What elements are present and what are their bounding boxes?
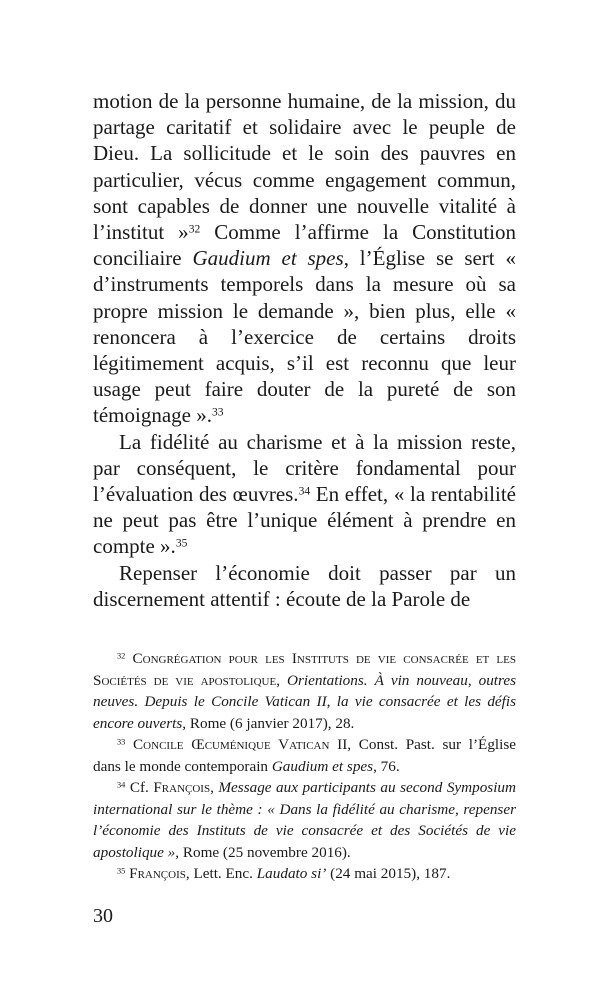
author-name: Congrégation pour les Instituts de vie consacrée et les Sociétés de vie apostolique bbox=[93, 650, 516, 689]
footnote-number: 32 bbox=[117, 651, 126, 661]
footnote-text: (24 mai 2015), 187. bbox=[326, 865, 451, 882]
author-name: Concile Œcuménique Vatican bbox=[133, 736, 330, 753]
italic-title: Gaudium et spes bbox=[192, 246, 344, 271]
main-text bbox=[93, 88, 516, 612]
footnote-text: , Rome (6 janvier 2017), 28. bbox=[182, 714, 355, 732]
footnote-number: 34 bbox=[117, 780, 126, 790]
author-name: François bbox=[153, 779, 211, 796]
footnote-text: , 76. bbox=[373, 757, 400, 775]
footnote-ref-34[interactable]: 34 bbox=[298, 485, 311, 498]
footnote-33 bbox=[93, 734, 516, 777]
paragraph-text: , l’Église se sert « d’instruments temporels dans la mesure où sa propre mission le demande », bien plus, elle « renoncera à l’exercice de certains droits légitimement acquis, s’il est reconnu que leur usage peut faire douter de la pureté de son témoignage ». bbox=[93, 246, 516, 428]
page-number: 30 bbox=[93, 905, 113, 927]
italic-title: Message aux participants au second Symposium international sur le thème : « Dans la fidélité au charisme, repenser l’économie des Instituts de vie consacrée et des Sociétés de vie apostolique » bbox=[93, 779, 516, 861]
footnote-ref-33[interactable]: 33 bbox=[211, 407, 224, 420]
paragraph-text: motion de la personne humaine, de la mission, du partage caritatif et solidaire avec le peuple de Dieu. La sollicitude et le soin des pauvres en particulier, vécus comme engagement commun, sont capables de donner une nouvelle vitalité à l’institut » bbox=[93, 89, 516, 245]
paragraph-1 bbox=[93, 88, 516, 429]
paragraph-text: La fidélité au charisme et à la mission reste, par conséquent, le critère fondamental pour l’évaluation des œuvres. bbox=[93, 429, 516, 507]
footnote-ref-32[interactable]: 32 bbox=[188, 223, 201, 236]
author-name: François bbox=[129, 865, 186, 882]
footnote-32 bbox=[93, 648, 516, 734]
footnote-35 bbox=[93, 863, 516, 885]
footnote-text: , Lett. Enc. bbox=[185, 865, 257, 882]
footnote-text: Cf. bbox=[129, 779, 154, 796]
paragraph-3 bbox=[93, 560, 516, 612]
italic-title: Laudato si’ bbox=[256, 865, 327, 882]
italic-title: Gaudium et spes bbox=[271, 757, 374, 775]
paragraph-text: Repenser l’économie doit passer par un discernement attentif : écoute de la Parole de bbox=[93, 560, 516, 611]
footnotes bbox=[93, 648, 516, 885]
italic-title: Orientations. À vin nouveau, outres neuves. Depuis le Concile Vatican II, la vie consacrée et les défis encore ouverts bbox=[93, 671, 517, 732]
footnote-text: , Rome (25 novembre 2016). bbox=[175, 843, 351, 861]
footnote-text: , bbox=[276, 671, 287, 689]
footnote-34 bbox=[93, 777, 516, 863]
footnote-ref-35[interactable]: 35 bbox=[175, 538, 188, 551]
footnote-number: 35 bbox=[117, 866, 126, 876]
footnote-text: , bbox=[210, 779, 219, 796]
paragraph-text: Comme l’affirme la Constitution conciliaire bbox=[93, 220, 516, 271]
paragraph-text: En effet, « la rentabilité ne peut pas être l’unique élément à prendre en compte ». bbox=[93, 482, 516, 559]
footnote-text: II, Const. Past. sur l’Église dans le monde contemporain bbox=[93, 736, 517, 775]
footnote-number: 33 bbox=[117, 737, 126, 747]
paragraph-2 bbox=[93, 429, 516, 560]
